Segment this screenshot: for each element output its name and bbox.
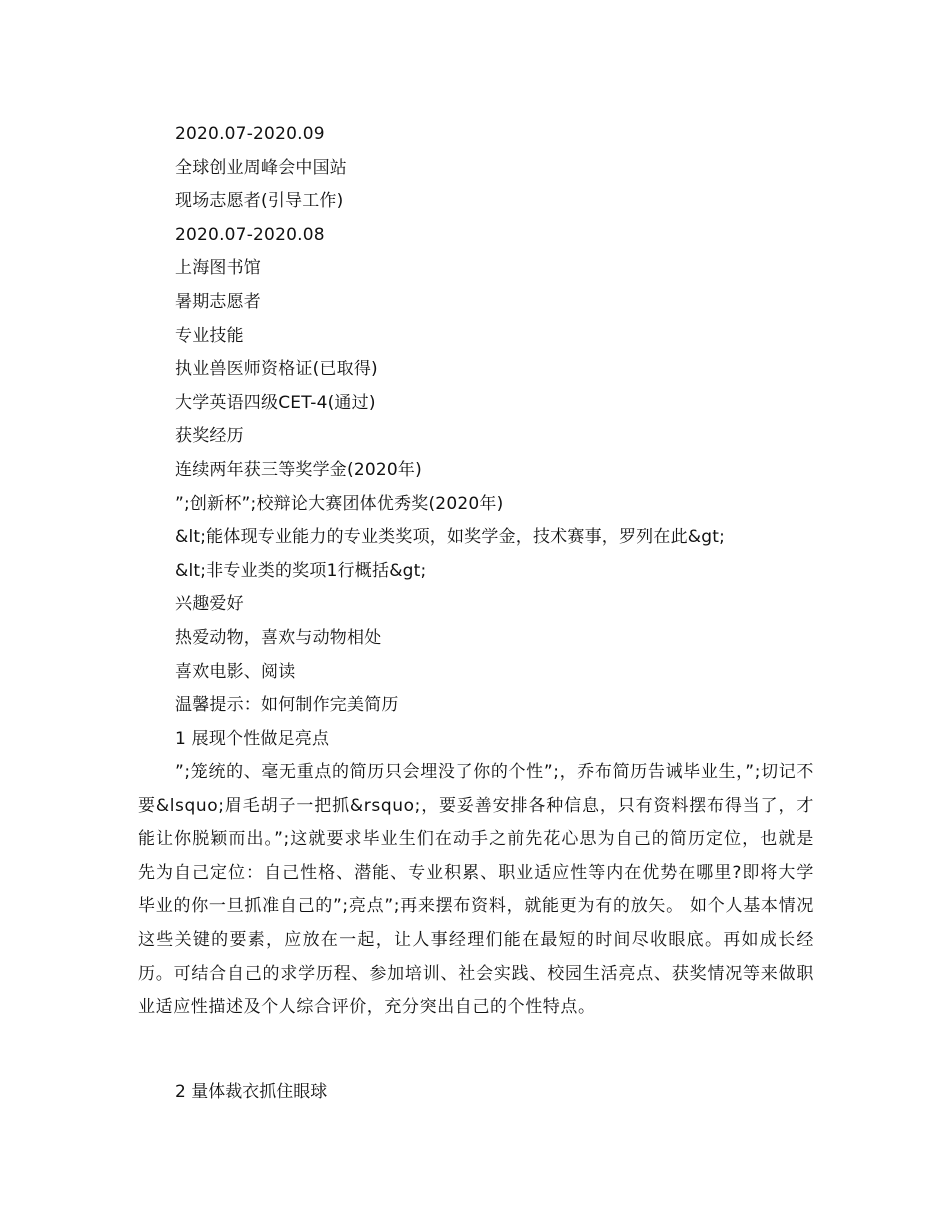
line-skill-1: 执业兽医师资格证(已取得)	[175, 359, 378, 380]
section-heading-hobbies: 兴趣爱好	[175, 594, 244, 615]
section-heading-skills: 专业技能	[175, 325, 244, 346]
line-award-note-2: &lt;非专业类的奖项1行概括&gt;	[175, 560, 427, 581]
tip-heading-2: 2 量体裁衣抓住眼球	[175, 1082, 328, 1102]
line-role-2: 暑期志愿者	[175, 291, 261, 312]
resume-lines	[175, 118, 815, 756]
line-date-range-1: 2020.07-2020.09	[175, 124, 325, 144]
section-heading-awards: 获奖经历	[175, 426, 244, 447]
line-hobby-2: 喜欢电影、阅读	[175, 661, 296, 682]
line-organization-2: 上海图书馆	[175, 258, 261, 279]
tip-paragraph-1: ”;笼统的、毫无重点的简历只会埋没了你的个性”;，乔布简历告诫毕业生，”;切记不要&lsquo;眉毛胡子一把抓&rsquo;，要妥善安排各种信息，只有资料摆布得当了，才能让你脱颖而出。”;这就要求毕业生们在动手之前先花心思为自己的简历定位，也就是先为自己定位：自己性格、潜能、专业积累、职业适应性等内在优势在哪里?即将大学毕业的你一旦抓准自己的”;亮点”;再来摆布资料，就能更为有的放矢。 如个人基本情况这些关键的要素，应放在一起，让人事经理们能在最短的时间尽收眼底。再如成长经历。可结合自己的求学历程、参加培训、社会实践、校园生活亮点、获奖情况等来做职业适应性描述及个人综合评价，充分突出自己的个性特点。	[138, 762, 814, 1018]
line-role-1: 现场志愿者(引导工作)	[175, 191, 344, 212]
line-date-range-2: 2020.07-2020.08	[175, 224, 325, 245]
line-award-2: ”;创新杯”;校辩论大赛团体优秀奖(2020年)	[175, 493, 504, 514]
tip-heading-1: 1 展现个性做足亮点	[175, 728, 330, 749]
line-skill-2: 大学英语四级CET-4(通过)	[175, 392, 376, 413]
tips-title: 温馨提示：如何制作完美简历	[175, 695, 399, 716]
line-award-1: 连续两年获三等奖学金(2020年)	[175, 459, 422, 480]
line-hobby-1: 热爱动物，喜欢与动物相处	[175, 627, 382, 648]
line-award-note-1: &lt;能体现专业能力的专业类奖项，如奖学金，技术赛事，罗列在此&gt;	[175, 527, 726, 548]
line-organization-1: 全球创业周峰会中国站	[175, 157, 347, 178]
